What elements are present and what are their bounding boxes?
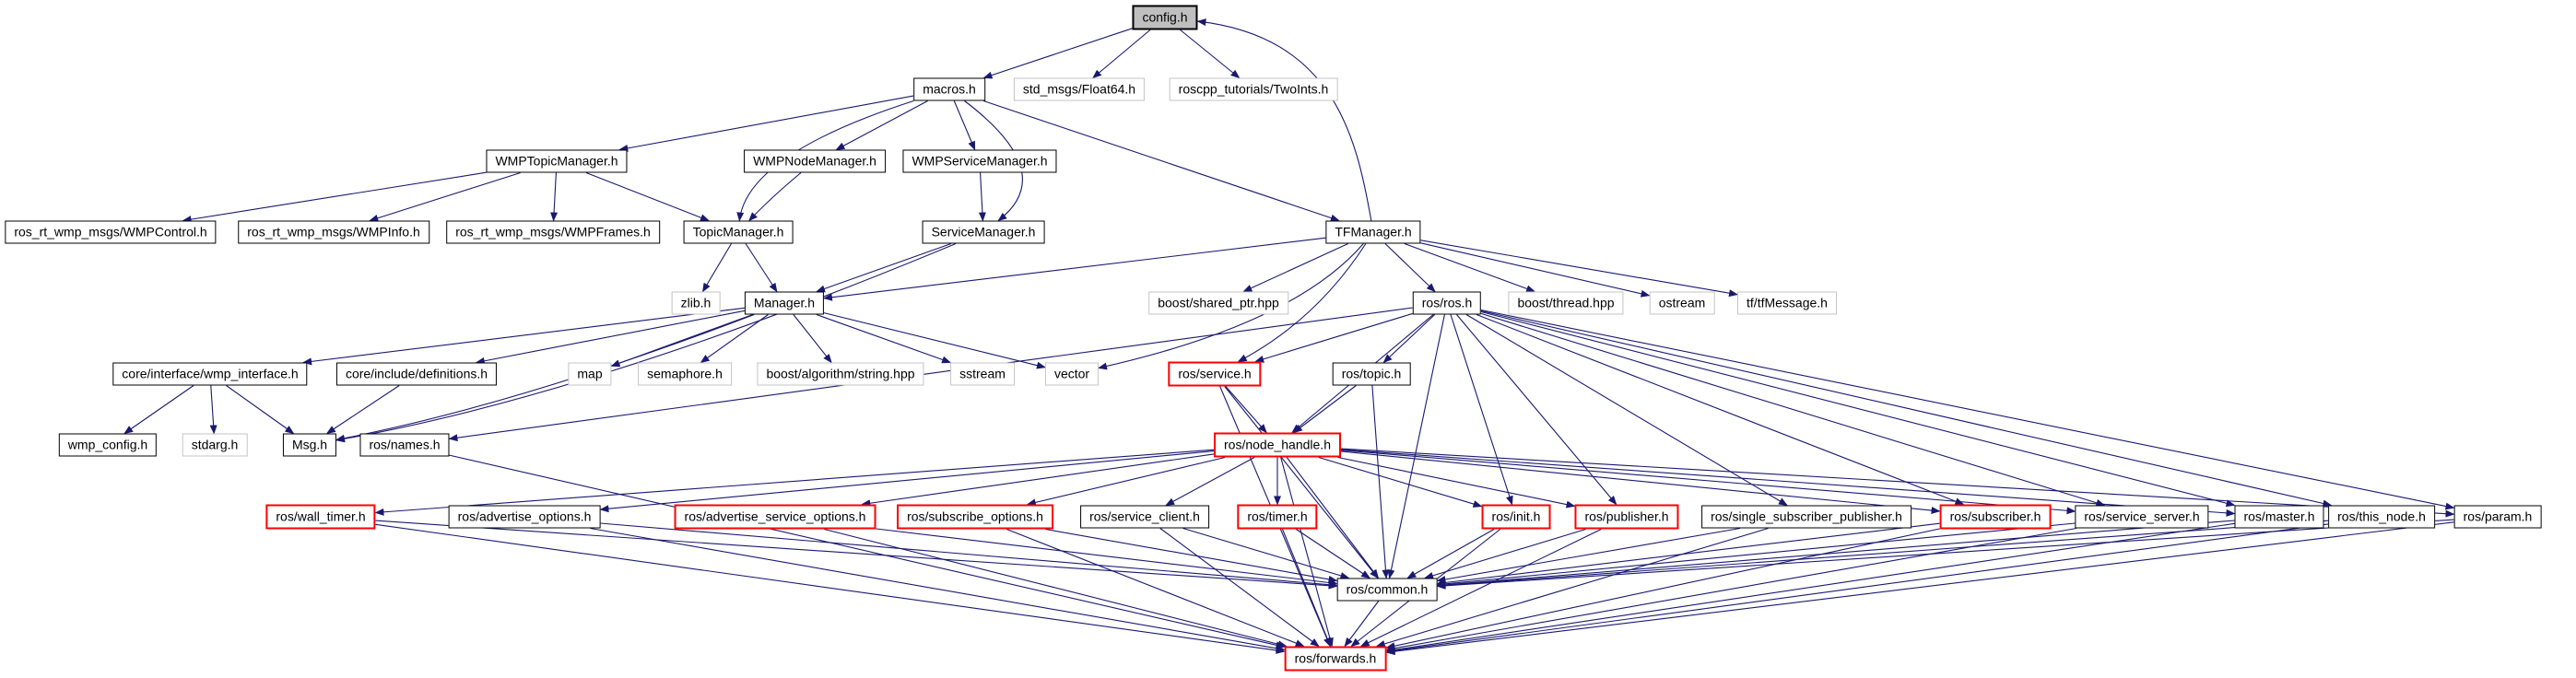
graph-node-msg[interactable]: Msg.h — [283, 434, 336, 457]
graph-node-this_node[interactable]: ros/this_node.h — [2328, 506, 2435, 529]
graph-node-publisher[interactable]: ros/publisher.h — [1574, 505, 1678, 530]
graph-node-manager[interactable]: Manager.h — [745, 292, 824, 315]
graph-node-vector: vector — [1045, 363, 1099, 386]
graph-node-timer[interactable]: ros/timer.h — [1237, 505, 1317, 530]
graph-node-ros_names[interactable]: ros/names.h — [359, 434, 449, 457]
graph-node-semaphore: semaphore.h — [638, 363, 732, 386]
graph-node-boost_thread: boost/thread.hpp — [1508, 292, 1623, 315]
graph-node-common[interactable]: ros/common.h — [1337, 579, 1438, 602]
graph-node-srv_client[interactable]: ros/service_client.h — [1080, 506, 1209, 529]
graph-node-single_sub[interactable]: ros/single_subscriber_publisher.h — [1701, 506, 1911, 529]
graph-node-algo_string: boost/algorithm/string.hpp — [757, 363, 923, 386]
graph-node-wmp_interface[interactable]: core/interface/wmp_interface.h — [112, 363, 307, 386]
graph-node-forwards[interactable]: ros/forwards.h — [1285, 647, 1387, 672]
graph-node-twoints: roscpp_tutorials/TwoInts.h — [1170, 78, 1338, 101]
graph-node-tf_mgr[interactable]: TFManager.h — [1325, 221, 1420, 244]
graph-node-wmp_frames[interactable]: ros_rt_wmp_msgs/WMPFrames.h — [446, 221, 660, 244]
graph-node-wmp_node[interactable]: WMPNodeManager.h — [744, 150, 886, 173]
graph-node-topic_mgr[interactable]: TopicManager.h — [684, 221, 794, 244]
graph-node-service_mgr[interactable]: ServiceManager.h — [923, 221, 1045, 244]
graph-node-definitions[interactable]: core/include/definitions.h — [336, 363, 497, 386]
graph-node-stdarg: stdarg.h — [182, 434, 248, 457]
graph-node-adv_opts[interactable]: ros/advertise_options.h — [449, 506, 601, 529]
graph-node-param[interactable]: ros/param.h — [2454, 506, 2542, 529]
graph-node-zlib: zlib.h — [672, 292, 721, 315]
graph-node-sstream: sstream — [950, 363, 1015, 386]
graph-node-ros_topic[interactable]: ros/topic.h — [1333, 363, 1411, 386]
graph-node-node_handle[interactable]: ros/node_handle.h — [1214, 433, 1341, 458]
graph-node-wall_timer[interactable]: ros/wall_timer.h — [265, 505, 375, 530]
graph-node-ros_ros[interactable]: ros/ros.h — [1413, 292, 1481, 315]
graph-node-wmp_config[interactable]: wmp_config.h — [59, 434, 157, 457]
graph-node-std_float64: std_msgs/Float64.h — [1014, 78, 1145, 101]
graph-node-wmp_service[interactable]: WMPServiceManager.h — [902, 150, 1056, 173]
graph-node-master[interactable]: ros/master.h — [2234, 506, 2323, 529]
graph-node-ros_service[interactable]: ros/service.h — [1168, 362, 1261, 387]
graph-node-adv_srv_opts[interactable]: ros/advertise_service_options.h — [675, 505, 876, 530]
graph-node-subscriber[interactable]: ros/subscriber.h — [1940, 505, 2052, 530]
graph-node-config_h: config.h — [1132, 6, 1197, 30]
graph-node-sub_opts[interactable]: ros/subscribe_options.h — [897, 505, 1053, 530]
graph-node-map: map — [568, 363, 611, 386]
graph-node-srv_server[interactable]: ros/service_server.h — [2075, 506, 2208, 529]
graph-node-wmp_control[interactable]: ros_rt_wmp_msgs/WMPControl.h — [5, 221, 216, 244]
graph-node-tf_msg: tf/tfMessage.h — [1737, 292, 1837, 315]
graph-node-boost_shared_ptr: boost/shared_ptr.hpp — [1148, 292, 1288, 315]
graph-node-wmp_topic[interactable]: WMPTopicManager.h — [486, 150, 627, 173]
graph-node-wmp_info[interactable]: ros_rt_wmp_msgs/WMPInfo.h — [238, 221, 429, 244]
graph-node-init[interactable]: ros/init.h — [1482, 505, 1551, 530]
graph-node-ostream: ostream — [1650, 292, 1715, 315]
graph-node-macros_h[interactable]: macros.h — [913, 78, 985, 101]
